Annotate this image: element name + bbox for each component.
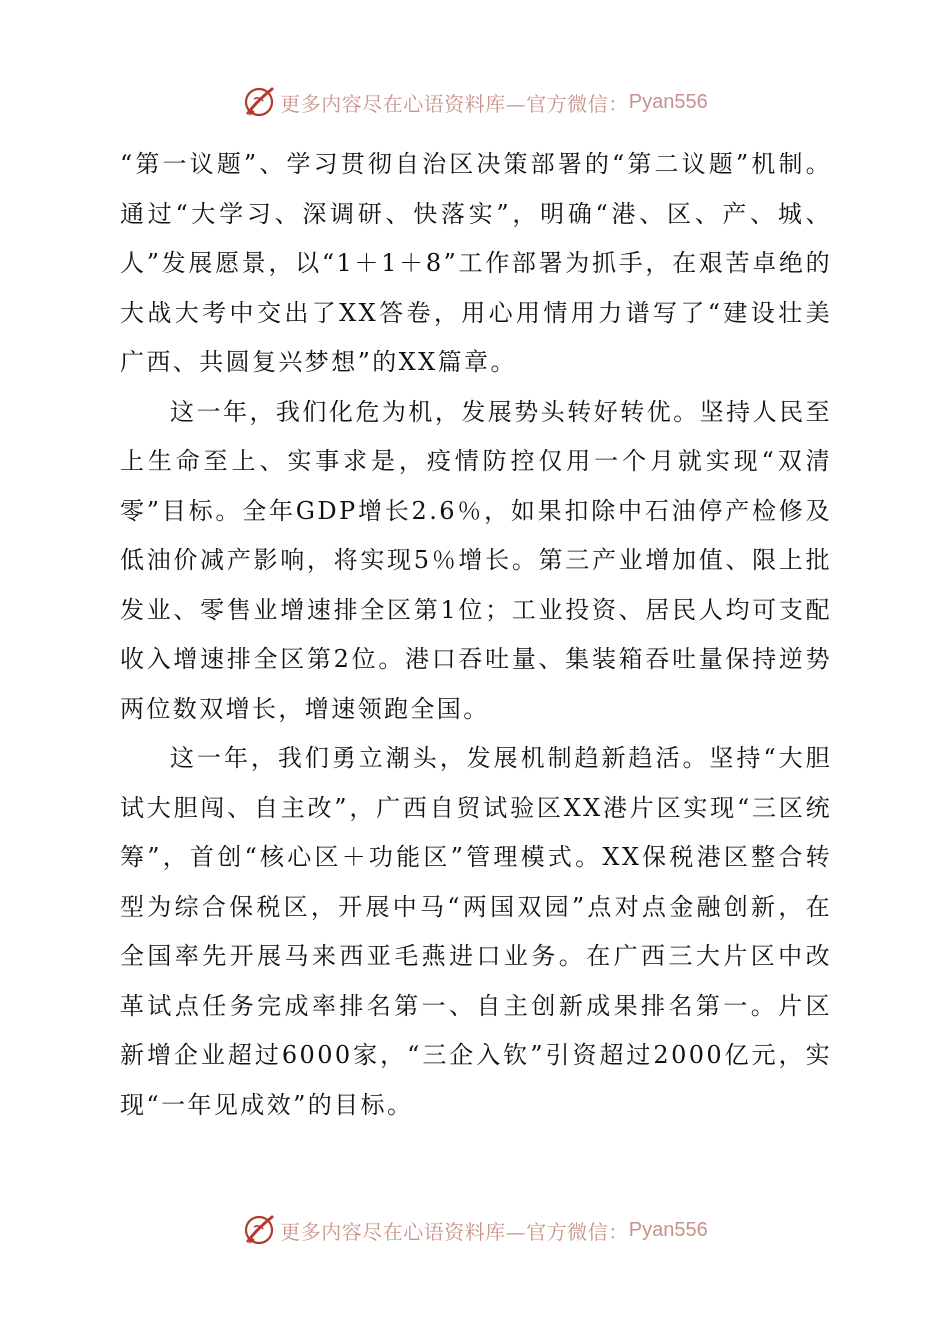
paragraph-development-mechanism: 这一年，我们勇立潮头，发展机制趋新趋活。坚持“大胆试大胆闯、自主改”，广西自贸试验区XX港片区实现“三区统筹”，首创“核心区＋功能区”管理模式。XX保税港区整合转型为综合保税区，开展中马“两国双园”点对点金融创新，在全国率先开展马来西亚毛燕进口业务。在广西三大片区中改革试点任务完成率排名第一、自主创新成果排名第一。片区新增企业超过6000家，“三企入钦”引资超过2000亿元，实现“一年见成效”的目标。 xyxy=(120,744,832,1119)
document-body xyxy=(120,140,832,1130)
pen-logo-icon xyxy=(242,1213,276,1247)
footer-banner xyxy=(0,1210,950,1250)
wechat-id: Pyan556 xyxy=(628,90,708,113)
pen-logo-icon xyxy=(242,85,276,119)
paragraph-continued: “第一议题”、学习贯彻自治区决策部署的“第二议题”机制。通过“大学习、深调研、快落实”，明确“港、区、产、城、人”发展愿景，以“1＋1＋8”工作部署为抓手，在艰苦卓绝的大战大考中交出了XX答卷，用心用情用力谱写了“建设壮美广西、共圆复兴梦想”的XX篇章。 xyxy=(120,150,832,376)
wechat-id: Pyan556 xyxy=(628,1218,708,1241)
banner-text: 更多内容尽在心语资料库—官方微信： xyxy=(280,91,629,116)
header-banner xyxy=(0,82,950,122)
banner-text: 更多内容尽在心语资料库—官方微信： xyxy=(280,1219,629,1244)
paragraph-development-momentum: 这一年，我们化危为机，发展势头转好转优。坚持人民至上生命至上、实事求是，疫情防控仅用一个月就实现“双清零”目标。全年GDP增长2.6％，如果扣除中石油停产检修及低油价减产影响，将实现5％增长。第三产业增加值、限上批发业、零售业增速排全区第1位；工业投资、居民人均可支配收入增速排全区第2位。港口吞吐量、集装箱吞吐量保持逆势两位数双增长，增速领跑全国。 xyxy=(120,397,832,723)
